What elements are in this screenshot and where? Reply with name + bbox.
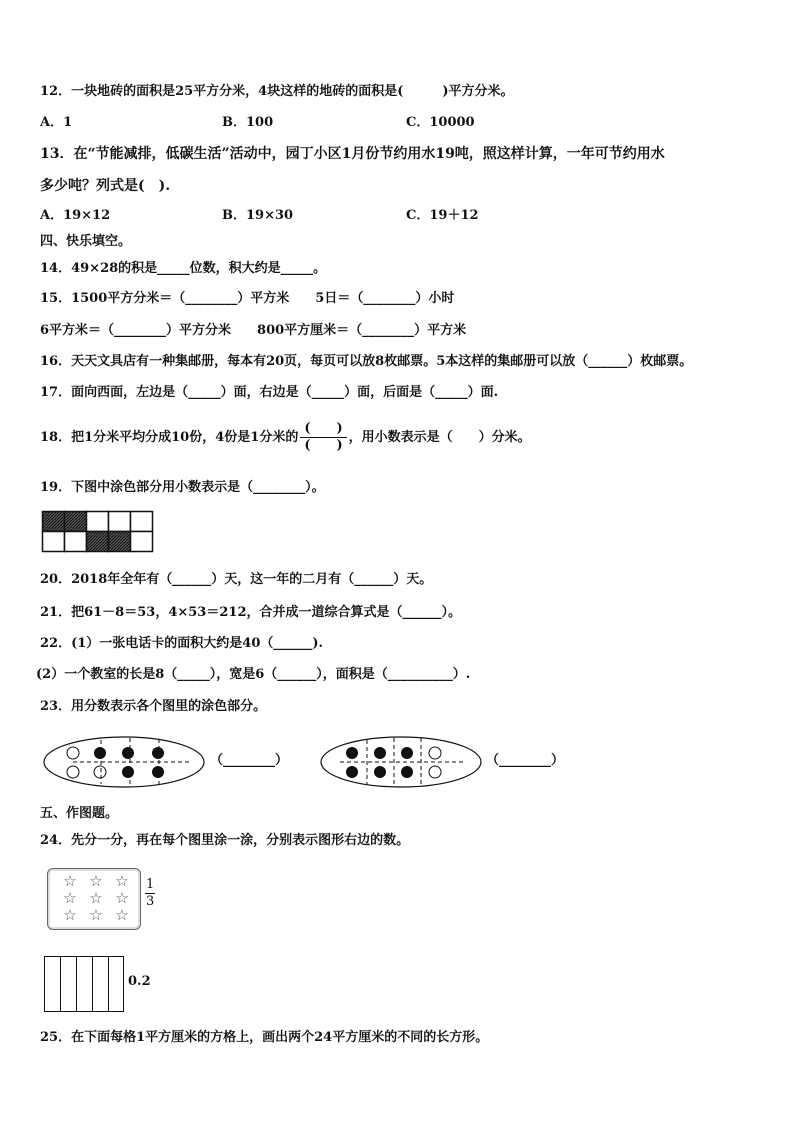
q18-part1: 18．把1分米平均分成10份，4份是1分米的	[40, 430, 299, 445]
star-icon: ☆	[63, 889, 77, 907]
q22-part1: 22．(1）一张电话卡的面积大约是40（______).	[40, 636, 324, 651]
section-5-heading: 五、作图题。	[40, 806, 119, 821]
grid-cell-shaded	[65, 512, 87, 532]
q18-stem	[40, 418, 531, 458]
q14-stem: 14．49×28的积是_____位数，积大约是_____。	[40, 261, 327, 276]
q24-fraction-numerator: 1	[146, 877, 155, 892]
grid-cell	[87, 512, 109, 532]
q12-stem: 12．一块地砖的面积是25平方分米，4块这样的地砖的面积是( )平方分米。	[40, 84, 514, 99]
star-icon: ☆	[63, 906, 77, 924]
star-icon: ☆	[115, 906, 129, 924]
q24-fraction	[145, 877, 155, 910]
q20-stem: 20．2018年全年有（______）天，这一年的二月有（______）天。	[40, 572, 433, 587]
q23-ellipse-figure-2	[320, 736, 482, 788]
q12-option-a: A．1	[40, 115, 73, 130]
q12-option-b: B．100	[222, 115, 274, 130]
q22-part2: (2）一个教室的长是8（_____），宽是6（______），面积是（__________）.	[36, 667, 471, 682]
q23-ellipse-figure-1	[43, 736, 205, 788]
star-icon: ☆	[115, 889, 129, 907]
q16-stem: 16．天天文具店有一种集邮册，每本有20页，每页可以放8枚邮票。5本这样的集邮册可以放（______）枚邮票。	[40, 354, 693, 369]
q24-stem: 24．先分一分，再在每个图里涂一涂，分别表示图形右边的数。	[40, 833, 410, 848]
grid-cell-shaded	[43, 512, 65, 532]
star-icon: ☆	[89, 906, 103, 924]
grid-cell-shaded	[109, 532, 131, 552]
grid-cell	[131, 532, 153, 552]
section-4-heading: 四、快乐填空。	[40, 234, 132, 249]
q15-line2: 6平方米＝（________）平方分米 800平方厘米＝（________）平方米	[40, 323, 467, 338]
q24-star-box	[47, 868, 141, 930]
q24-decimal-label: 0.2	[128, 974, 151, 989]
q17-stem: 17．面向西面，左边是（_____）面，右边是（_____）面，后面是（_____）面.	[40, 385, 499, 400]
star-icon: ☆	[63, 872, 77, 890]
q19-grid-figure	[42, 511, 152, 553]
q24-fraction-denominator: 3	[146, 894, 155, 909]
star-icon: ☆	[115, 872, 129, 890]
q13-stem-line2: 多少吨？列式是( ).	[40, 178, 171, 194]
star-icon: ☆	[89, 889, 103, 907]
q23-stem: 23．用分数表示各个图里的涂色部分。	[40, 699, 267, 714]
q13-stem-line1: 13．在“节能减排，低碳生活”活动中，园丁小区1月份节约用水19吨，照这样计算，一年可节约用水	[40, 146, 665, 162]
star-icon: ☆	[89, 872, 103, 890]
q18-fraction-denominator: ( )	[304, 438, 343, 453]
q18-part2: ，用小数表示是（ ）分米。	[348, 430, 531, 445]
grid-cell	[131, 512, 153, 532]
q15-line1: 15．1500平方分米＝（________）平方米 5日＝（________）小时	[40, 291, 455, 306]
grid-cell	[65, 532, 87, 552]
grid-cell	[43, 532, 65, 552]
q12-option-c: C．10000	[406, 115, 475, 130]
q19-stem: 19．下图中涂色部分用小数表示是（________）。	[40, 480, 325, 495]
q18-fraction-numerator: ( )	[300, 421, 346, 438]
q13-option-b: B．19×30	[222, 208, 294, 223]
grid-cell	[109, 512, 131, 532]
q23-blank-2: （________）	[486, 753, 565, 768]
q13-option-a: A．19×12	[40, 208, 111, 223]
q23-blank-1: （________）	[210, 753, 289, 768]
q25-stem: 25．在下面每格1平方厘米的方格上，画出两个24平方厘米的不同的长方形。	[40, 1030, 489, 1045]
q13-option-c: C．19＋12	[406, 208, 479, 223]
grid-cell-shaded	[87, 532, 109, 552]
q18-fraction	[300, 421, 346, 454]
q24-strip-figure	[44, 956, 124, 1012]
q21-stem: 21．把61－8＝53，4×53＝212，合并成一道综合算式是（______）。	[40, 605, 461, 620]
